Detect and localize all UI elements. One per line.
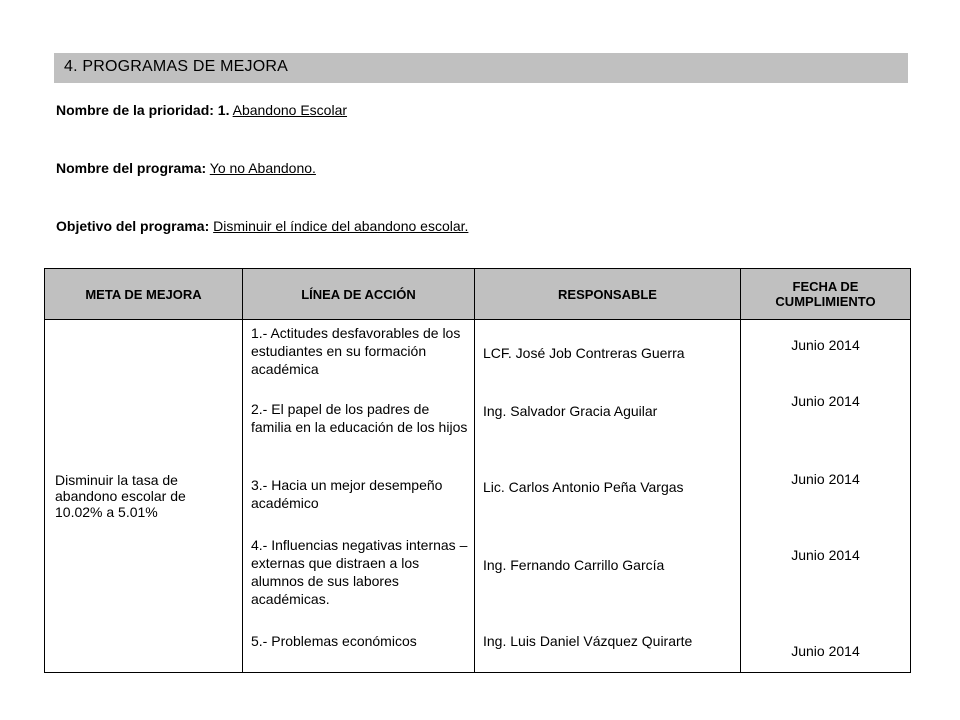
accion-item: 3.- Hacia un mejor desempeño académico [251,477,443,511]
programs-table [44,268,911,673]
responsable-item: Ing. Fernando Carrillo García [483,557,665,573]
accion-item: 4.- Influencias negativas internas – externas que distraen a los alumnos de sus labores académicas. [251,537,468,607]
fecha-item: Junio 2014 [791,471,860,487]
section-title: 4. PROGRAMAS DE MEJORA [64,58,288,75]
objetivo-label: Objetivo del programa: [56,218,210,234]
fecha-cell [741,320,911,673]
fecha-item: Junio 2014 [791,393,860,409]
accion-item: 2.- El papel de los padres de familia en la educación de los hijos [251,401,468,435]
fecha-item: Junio 2014 [791,337,860,353]
programa-value: Yo no Abandono. [209,160,316,176]
responsable-item: LCF. José Job Contreras Guerra [483,345,685,361]
header-responsable: RESPONSABLE [475,269,741,320]
fecha-item: Junio 2014 [791,643,860,659]
objetivo-field [56,218,468,234]
responsable-cell [475,320,741,673]
programa-field [56,160,316,176]
responsable-item: Lic. Carlos Antonio Peña Vargas [483,479,684,495]
fecha-item: Junio 2014 [791,547,860,563]
meta-cell [45,320,243,673]
accion-cell [243,320,475,673]
table-header-row [45,269,911,320]
programa-label: Nombre del programa: [56,160,207,176]
accion-item: 5.- Problemas económicos [251,633,417,649]
responsable-item: Ing. Salvador Gracia Aguilar [483,403,658,419]
meta-text: Disminuir la tasa de abandono escolar de 10.02% a 5.01% [55,472,186,520]
accion-item: 1.- Actitudes desfavorables de los estudiantes en su formación académica [251,325,461,377]
section-banner [54,53,908,83]
table-row [45,320,911,673]
objetivo-value: Disminuir el índice del abandono escolar. [213,218,469,234]
responsable-item: Ing. Luis Daniel Vázquez Quirarte [483,633,693,649]
header-meta: META DE MEJORA [45,269,243,320]
prioridad-label: Nombre de la prioridad: 1. [56,102,230,118]
header-fecha: FECHA DE CUMPLIMIENTO [741,269,911,320]
prioridad-field [56,102,347,118]
prioridad-value: Abandono Escolar [232,102,348,118]
header-accion: LÍNEA DE ACCIÓN [243,269,475,320]
